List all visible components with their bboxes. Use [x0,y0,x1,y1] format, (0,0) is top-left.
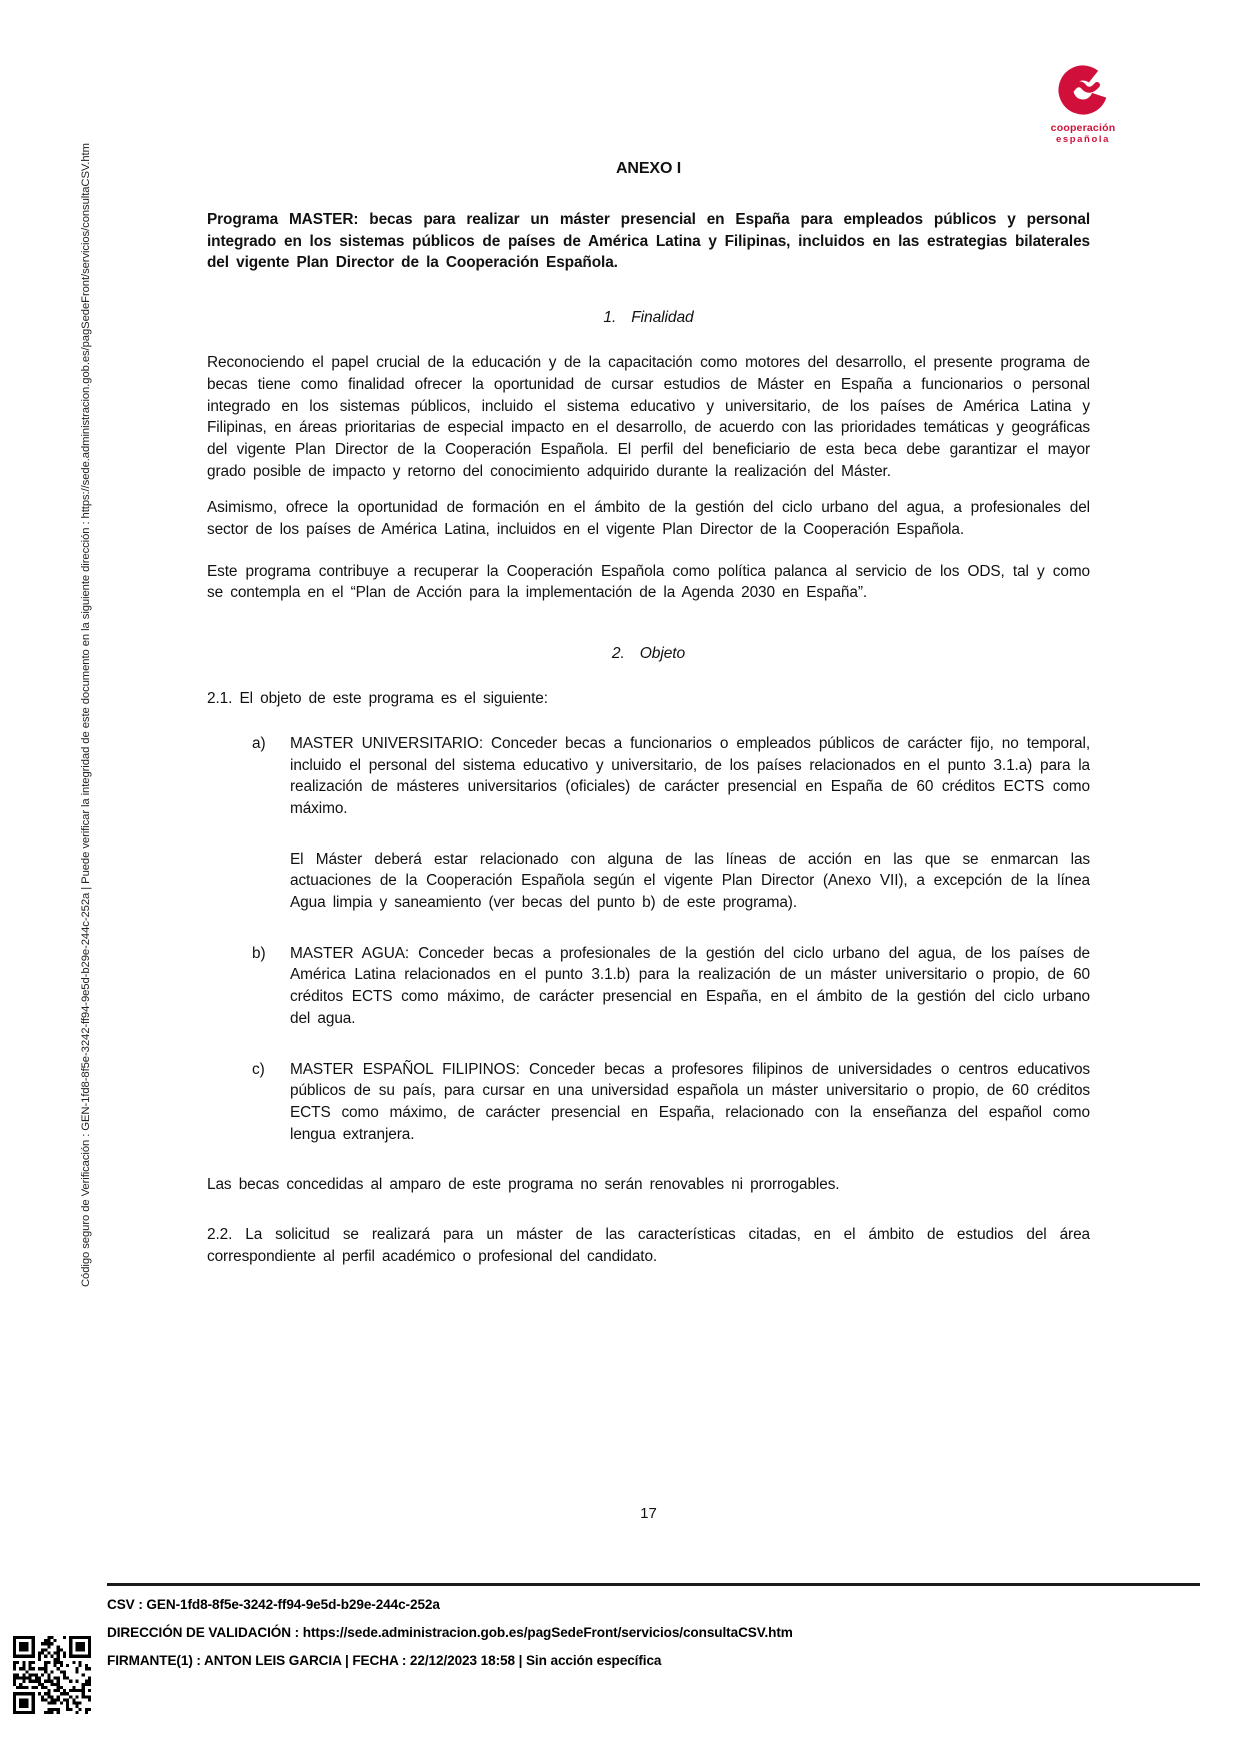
list-item-c [252,1059,1090,1146]
document-content [207,158,1090,1268]
objeto-intro-paragraph: 2.1. El objeto de este programa es el siguiente: [207,690,548,708]
list-item-a-extra-paragraph: El Máster deberá estar relacionado con alguna de las líneas de acción en las que se enmarcan las actuaciones de la Cooperación Española según el vigente Plan Director (Anexo VII), a excepción de la línea Agua limpia y saneamiento (ver becas del punto b) de este programa). [290,850,1090,912]
section-2-heading [207,643,1090,665]
logo-c-icon [1052,62,1114,120]
footer-divider [107,1583,1200,1586]
logo-word-cooperacion: cooperación [1050,122,1116,134]
signature-footer [107,1591,1207,1675]
finalidad-paragraph-3: Este programa contribuye a recuperar la Cooperación Española como política palanca al servicio de los ODS, tal y como se contempla en el “Plan de Acción para la implementación de la Agenda 2030 en España”. [207,562,1090,602]
list-item-a [252,733,1090,820]
program-intro-paragraph: Programa MASTER: becas para realizar un máster presencial en España para empleados públicos y personal integrado en los sistemas públicos de países de América Latina y Filipinas, incluidos en las estrategias bilaterales del vigente Plan Director de la Cooperación Española. [207,211,1090,272]
note-paragraph: Las becas concedidas al amparo de este programa no serán renovables ni prorrogables. [207,1176,840,1194]
list-item-c-label: c) [252,1060,265,1078]
qr-code-pattern [13,1636,91,1714]
logo-word-espanola: española [1056,134,1110,145]
footer-csv-line: CSV : GEN-1fd8-8f5e-3242-ff94-9e5d-b29e-244c-252a [107,1597,440,1612]
cooperacion-espanola-logo [1040,62,1126,145]
qr-code [13,1636,91,1714]
verification-sidebar-text: Código seguro de Verificación : GEN-1fd8-8f5e-3242-ff94-9e5d-b29e-244c-252a | Puede verificar la integridad de este documento en la siguiente dirección : https://sede.administracion.gob.es/pagSedeFront/servicios/consultaCSV.htm [80,143,92,1287]
list-item-a-label: a) [252,734,266,752]
finalidad-paragraph-1: Reconociendo el papel crucial de la educación y de la capacitación como motores del desarrollo, el presente programa de becas tiene como finalidad ofrecer la oportunidad de cursar estudios de Máster en España a funcionarios o personal integrado en los sistemas públicos, incluido el sistema educativo y universitario, de los países de América Latina y Filipinas, en áreas prioritarias de especial impacto en el desarrollo, de acuerdo con las prioridades temáticas y geográficas del vigente Plan Director de la Cooperación Española. El perfil del beneficiario de esta beca debe garantizar el mayor grado posible de impacto y retorno del conocimiento adquirido durante la realización del Máster. [207,354,1090,480]
closing-paragraph: 2.2. La solicitud se realizará para un máster de las características citadas, en el ámbito de estudios del área correspondiente al perfil académico o profesional del candidato. [207,1226,1090,1265]
finalidad-paragraph-2: Asimismo, ofrece la oportunidad de formación en el ámbito de la gestión del ciclo urbano del agua, a profesionales del sector de los países de América Latina, incluidos en el vigente Plan Director de la Cooperación Española. [207,499,1090,539]
section-2-number: 2. [611,645,625,663]
list-item-b-label: b) [252,944,266,962]
section-2-title: Objeto [639,645,686,663]
list-item-a-text: MASTER UNIVERSITARIO: Conceder becas a funcionarios o empleados públicos de carácter fijo, no temporal, incluido el personal del sistema educativo y universitario, de los países relacionados en el punto 3.1.a) para la realización de másteres universitarios (oficiales) de carácter presencial en España de 60 créditos ECTS como máximo. [290,734,1090,817]
list-item-b [252,943,1090,1030]
page-number: 17 [640,1505,657,1522]
footer-validation-line: DIRECCIÓN DE VALIDACIÓN : https://sede.administracion.gob.es/pagSedeFront/servicios/consultaCSV.htm [107,1625,793,1640]
section-1-title: Finalidad [631,309,694,327]
annex-title: ANEXO I [615,160,682,177]
list-item-b-text: MASTER AGUA: Conceder becas a profesionales de la gestión del ciclo urbano del agua, de los países de América Latina relacionados en el punto 3.1.b) para la realización de un máster universitario o propio, de 60 créditos ECTS como máximo, de carácter presencial en España, en el ámbito de la gestión del ciclo urbano del agua. [290,944,1090,1027]
footer-signer-line: FIRMANTE(1) : ANTON LEIS GARCIA | FECHA : 22/12/2023 18:58 | Sin acción específica [107,1653,662,1668]
section-1-number: 1. [603,309,617,327]
section-1-heading [207,307,1090,329]
list-item-c-text: MASTER ESPAÑOL FILIPINOS: Conceder becas a profesores filipinos de universidades o centros educativos públicos de su país, para cursar en una universidad española un máster universitario o propio, de 60 créditos ECTS como máximo, de carácter presencial en España, relacionado con la enseñanza del español como lengua extranjera. [290,1060,1090,1143]
